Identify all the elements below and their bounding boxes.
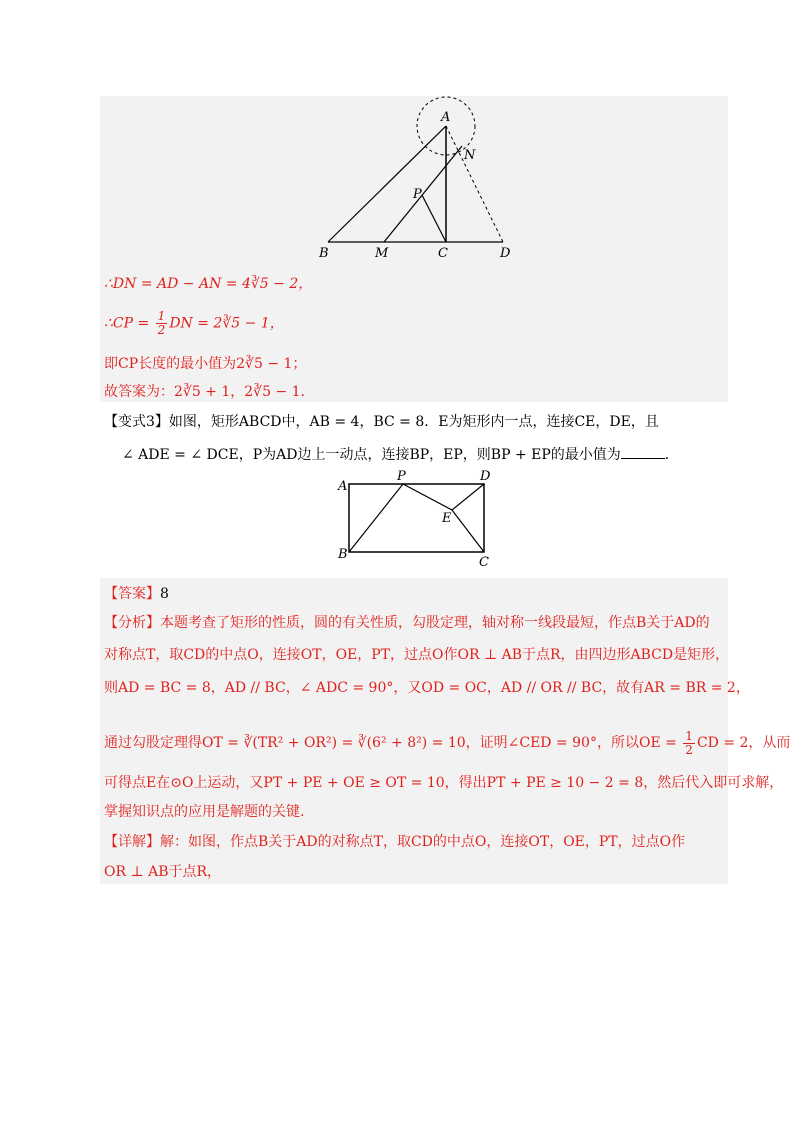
rectangle-abcd (349, 484, 484, 552)
segment-ab (328, 126, 446, 242)
fraction-half (683, 730, 695, 757)
label-a: A (338, 479, 348, 494)
label-e: E (442, 511, 452, 526)
label-m: M (375, 246, 389, 261)
analysis-line-3: 则AD = BC = 8，AD // BC，∠ ADC = 90°，又OD = OC，AD // OR // BC，故有AR = BR = 2， (104, 680, 750, 696)
segment-pe (403, 484, 452, 510)
detail-line-1-text: 解：如图，作点B关于AD的对称点T，取CD的中点O，连接OT，OE，PT，过点O作 (160, 834, 686, 850)
answer-value: 8 (160, 586, 169, 602)
analysis-line-1-text: 本题考查了矩形的性质，圆的有关性质，勾股定理，轴对称一线段最短，作点B关于AD的 (160, 615, 710, 631)
label-d: D (500, 246, 511, 261)
label-p: P (397, 469, 406, 484)
analysis-line-4-post: CD = 2，从而 (696, 735, 791, 751)
problem-line-1: 【变式3】如图，矩形ABCD中，AB = 4，BC = 8．E为矩形内一点，连接CE，DE，且 (104, 414, 659, 430)
analysis-tag: 【分析】 (104, 615, 160, 631)
segment-bp (349, 484, 403, 552)
label-n: N (464, 148, 476, 163)
segment-ad-dashed (446, 126, 503, 242)
label-b: B (319, 246, 329, 261)
fraction-denominator: 2 (685, 742, 693, 757)
label-p: P (413, 187, 422, 202)
fraction-numerator: 1 (685, 728, 693, 743)
analysis-line-2: 对称点T，取CD的中点O，连接OT，OE，PT，过点O作OR ⊥ AB于点R，由四边形ABCD是矩形， (104, 647, 730, 663)
rectangle-figure (0, 460, 800, 575)
sol1-line-3: 即CP长度的最小值为2∛5 − 1； (104, 356, 307, 372)
problem-line-2-text: ∠ ADE = ∠ DCE，P为AD边上一动点，连接BP，EP，则BP + EP的最小值为 (122, 447, 621, 463)
segment-mn (384, 146, 462, 242)
sol1-line-2 (104, 310, 284, 337)
fraction-half (156, 310, 168, 337)
fraction-numerator: 1 (157, 309, 166, 323)
triangle-figure (0, 0, 800, 270)
sol1-line-2-post: DN = 2∛5 − 1， (169, 315, 284, 332)
label-d: D (480, 469, 491, 484)
analysis-line-1 (104, 613, 710, 633)
fraction-denominator: 2 (157, 323, 166, 337)
label-a: A (441, 110, 451, 125)
label-c: C (479, 555, 489, 570)
sol1-line-2-pre: ∴CP = (104, 315, 154, 332)
analysis-line-5: 可得点E在⊙O上运动，又PT + PE + OE ≥ OT = 10，得出PT + PE ≥ 10 − 2 = 8，然后代入即可求解， (104, 775, 784, 791)
segment-de (452, 484, 484, 510)
answer-tag: 【答案】 (104, 586, 160, 602)
segment-ec (452, 510, 484, 552)
label-c: C (438, 246, 448, 261)
sol1-line-4: 故答案为：2∛5 + 1，2∛5 − 1． (104, 384, 315, 400)
answer-blank (621, 444, 665, 459)
analysis-line-4 (104, 729, 790, 757)
analysis-line-6: 掌握知识点的应用是解题的关键. (104, 804, 305, 820)
sol1-line-1: ∴DN = AD − AN = 4∛5 − 2， (104, 276, 313, 292)
label-b: B (338, 547, 348, 562)
detail-tag: 【详解】 (104, 834, 160, 850)
detail-line-1 (104, 832, 685, 852)
answer-line (104, 584, 169, 604)
segment-pc (422, 195, 446, 242)
detail-line-2: OR ⊥ AB于点R， (104, 864, 222, 880)
analysis-line-4-pre: 通过勾股定理得OT = ∛(TR² + OR²) = ∛(6² + 8²) = 10，证明∠CED = 90°，所以OE = (104, 735, 682, 751)
problem-line-2-end: ． (664, 447, 679, 463)
